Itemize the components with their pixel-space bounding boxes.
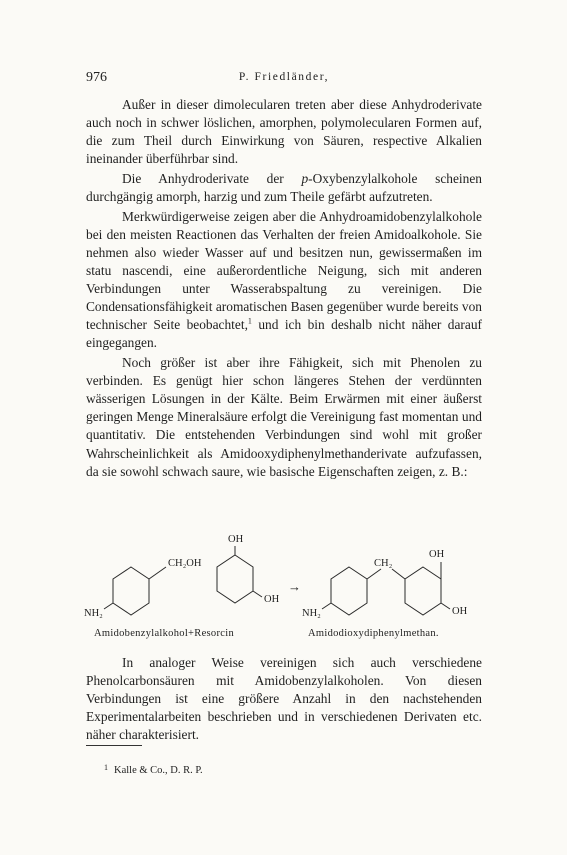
label-oh-top: OH [228,534,244,545]
bond-oh-right [253,591,262,597]
bond-ch2-right [392,569,405,579]
label-oh-right-2: OH [452,606,468,617]
paragraph [86,208,482,353]
running-head: P. Friedländer, [238,71,330,83]
reaction-scheme [86,534,482,644]
bond-ch2-left [367,569,381,579]
paragraph: In analoger Weise vereinigen sich auch verschiedene Phenolcarbonsäuren mit Amidobenzylalkoholen. Von diesen Verbindungen ist eine größere Anzahl in den nachstehenden Experimentalarbeiten beschrieben und in verschiedenen Derivaten etc. näher charakterisiert. [86,655,482,743]
benzene-ring-3 [331,567,367,615]
label-oh-top-2: OH [429,549,445,560]
page-header [86,70,482,88]
benzene-ring-2 [217,555,253,603]
footnote-reference[interactable]: 1 [247,316,252,326]
paragraph-text: Merkwürdigerweise zeigen aber die Anhydroamidobenzylalkohole bei den meisten Reactionen das Verhalten der freien Amidoalkohole. Sie nehmen also wieder Wasser auf und besitzen nun, gewissermaßen im statu nascendi, eine außerordentliche Neigung, sich mit anderen Verbindungen unter Wasserabspaltung zu vereinigen. Die Condensationsfähigkeit aromatischen Basen gegenüber wurde bereits von technischer Seite beobachtet, [86,208,482,333]
caption-product: Amidodioxydiphenylmethan. [308,628,439,639]
footnote-text: Kalle & Co., D. R. P. [114,765,203,776]
bond-nh2 [104,603,113,609]
label-nh2-2: NH₂ [302,608,321,619]
body-text [86,96,482,481]
bond-ch2oh [149,567,166,579]
footnote [104,763,203,776]
page-number: 976 [86,70,107,85]
closing-text [86,654,482,744]
bond-nh2-2 [322,603,331,609]
paragraph: Noch größer ist aber ihre Fähigkeit, sich mit Phenolen zu verbinden. Es genügt hier schon längeres Stehen der verdünnten wässerigen Lösungen in der Kälte. Beim Erwärmen mit einer äußerst geringen Menge Mineralsäure erfolgt die Vereinigung fast momentan und quantitativ. Die entstehenden Verbindungen sind wohl mit großer Wahrscheinlichkeit als Amidooxydiphenylmethanderivate aufzufassen, da sie sowohl schwach saure, wie basische Eigenschaften zeigen, z. B.: [86,355,482,479]
paragraph: Außer in dieser dimolecularen treten aber diese Anhydroderivate auch noch in schwer löslichen, amorphen, polymolecularen Formen auf, die zum Theil durch Einwirkung von Säuren, respective Alkalien ineinander überführbar sind. [86,97,482,167]
benzene-ring-1 [113,567,149,615]
reaction-arrow: → [288,579,301,594]
label-oh-right: OH [264,594,280,605]
label-ch2: CH₂ [374,558,393,569]
label-nh2: NH₂ [84,608,103,619]
benzene-ring-4 [405,567,441,615]
bond-oh-right-2 [441,603,450,609]
caption-reactants: Amidobenzylalkohol+Resorcin [94,628,234,639]
footnote-rule [86,745,142,746]
paragraph-text: und ich bin deshalb nicht näher darauf eingegangen. [86,317,482,351]
paragraph: Die Anhydroderivate der p-Oxybenzylalkohole scheinen durchgängig amorph, harzig und zum Theile gefärbt aufzutreten. [86,170,482,205]
italic-para-prefix: p [301,170,309,186]
footnote-mark: 1 [104,763,108,772]
label-ch2oh: CH₂OH [168,558,202,569]
